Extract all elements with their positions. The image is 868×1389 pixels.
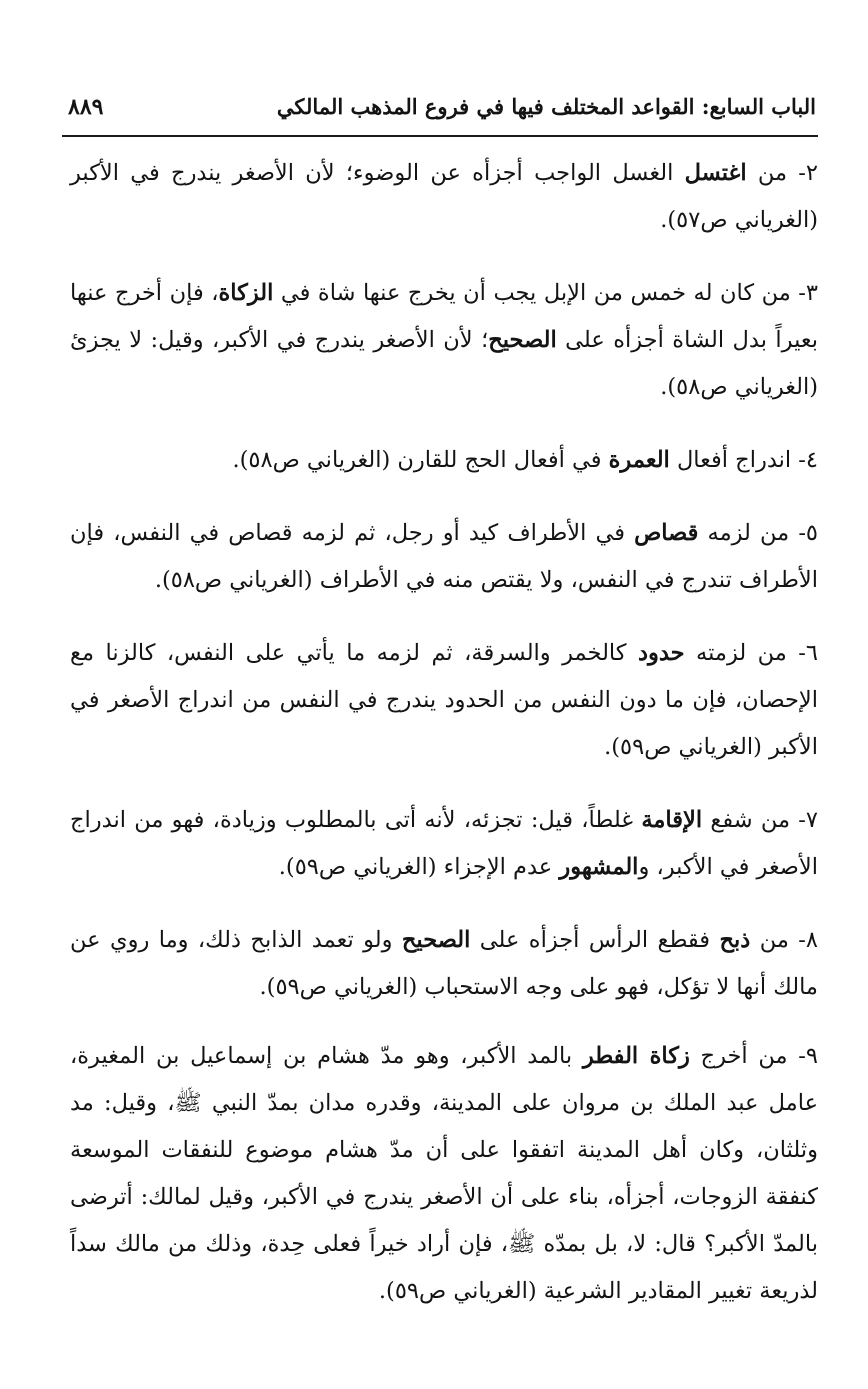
text-run: كالخمر والسرقة، ثم لزمه ما يأتي على النفس، كالزنا مع الإحصان، فإن ما دون النفس من الحدود يندرج في النفس من اندراج الأصغر في الأكبر (الغرياني ص٥٩).: [70, 640, 818, 760]
keyword: العمرة: [608, 447, 670, 473]
text-run: ٦- من لزمته: [684, 640, 818, 666]
text-run: ٥- من لزمه: [698, 520, 819, 546]
paragraph-rule-2: [70, 150, 818, 244]
text-run: ٢- من: [746, 160, 818, 186]
keyword: قصاص: [634, 520, 699, 546]
paragraph-rule-9: [70, 1033, 818, 1315]
page-body: [70, 150, 818, 1341]
text-run: فقطع الرأس أجزأه على: [470, 927, 720, 953]
text-run: ٧- من شفع: [702, 807, 818, 833]
paragraph-rule-4: [70, 437, 818, 484]
text-run: في الأطراف كيد أو رجل، ثم لزمه قصاص في النفس، فإن الأطراف تندرج في النفس، ولا يقتص منه في الأطراف (الغرياني ص٥٨).: [70, 520, 818, 593]
paragraph-rule-3: [70, 270, 818, 411]
text-run: بالمد الأكبر، وهو مدّ هشام بن إسماعيل بن المغيرة، عامل عبد الملك بن مروان على المدينة، وقدره مدان بمدّ النبي ﷺ، وقيل: مد وثلثان، وكان أهل المدينة اتفقوا على أن مدّ هشام موضوع للنفقات الموسعة كنفقة الزوجات، أجزأه، بناء على أن الأصغر يندرج في الأكبر، وقيل لمالك: أترضى بالمدّ الأكبر؟ قال: لا، بل بمدّه ﷺ، فإن أراد خيراً فعلى حِدة، وذلك من مالك سداً لذريعة تغيير المقادير الشرعية (الغرياني ص٥٩).: [70, 1043, 818, 1304]
text-run: الغسل الواجب أجزأه عن الوضوء؛ لأن الأصغر يندرج في الأكبر (الغرياني ص٥٧).: [70, 160, 818, 233]
paragraph-rule-7: [70, 797, 818, 891]
running-header: [62, 92, 816, 132]
text-run: غلطاً، قيل: تجزئه، لأنه أتى بالمطلوب وزيادة، فهو من اندراج الأصغر في الأكبر، و: [70, 807, 818, 880]
keyword: زكاة الفطر: [582, 1043, 690, 1069]
text-run: ٨- من: [750, 927, 818, 953]
keyword: الصحيح: [488, 327, 557, 353]
text-run: ٩- من أخرج: [689, 1043, 818, 1069]
keyword: الزكاة: [218, 280, 274, 306]
keyword: اغتسل: [684, 160, 747, 186]
keyword: حدود: [637, 640, 685, 666]
text-run: ٣- من كان له خمس من الإبل يجب أن يخرج عنها شاة في: [273, 280, 818, 306]
header-divider: [62, 135, 818, 137]
paragraph-rule-6: [70, 630, 818, 771]
paragraph-rule-8: [70, 917, 818, 1011]
text-run: ٤- اندراج أفعال: [669, 447, 818, 473]
text-run: عدم الإجزاء (الغرياني ص٥٩).: [278, 854, 560, 880]
text-run: ولو تعمد الذابح ذلك، وما روي عن مالك أنها لا تؤكل، فهو على وجه الاستحباب (الغرياني ص٥٩).: [70, 927, 818, 1000]
text-run: ؛ لأن الأصغر يندرج في الأكبر، وقيل: لا يجزئ (الغرياني ص٥٨).: [70, 327, 818, 400]
keyword: الصحيح: [401, 927, 471, 953]
text-run: في أفعال الحج للقارن (الغرياني ص٥٨).: [232, 447, 609, 473]
keyword: ذبح: [719, 927, 751, 953]
paragraph-rule-5: [70, 510, 818, 604]
keyword: الإقامة: [641, 807, 703, 833]
text-run: ، فإن أخرج عنها بعيراً بدل الشاة أجزأه على: [70, 280, 818, 353]
chapter-title: الباب السابع: القواعد المختلف فيها في فروع المذهب المالكي: [276, 94, 816, 119]
keyword: المشهور: [559, 854, 639, 880]
page-number: ٨٨٩: [68, 94, 104, 120]
